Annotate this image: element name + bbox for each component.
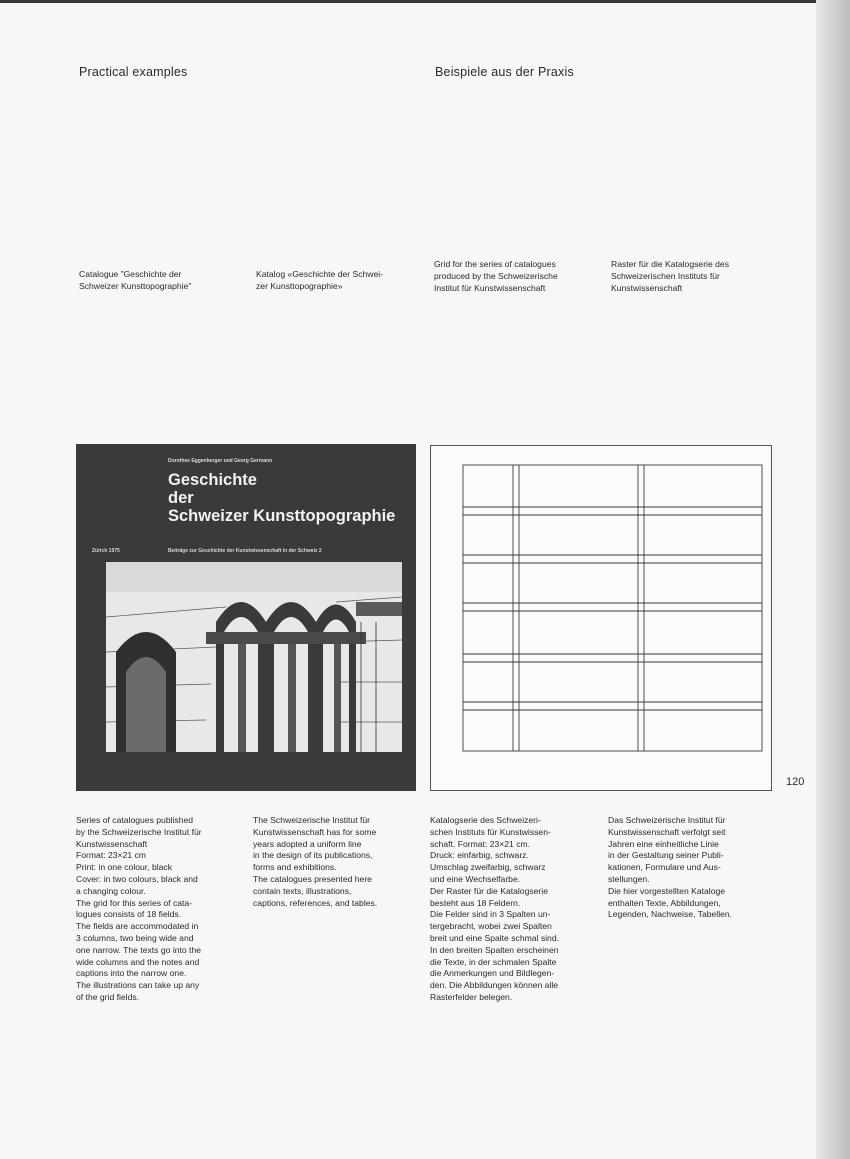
cover-authors: Dorothee Eggenberger und Georg Germann [168, 458, 273, 464]
top-edge-rule [0, 0, 820, 3]
cover-illustration [106, 562, 402, 752]
catalogue-cover-image [76, 444, 416, 791]
caption-grid-english: Grid for the series of catalogues produced by the Schweizerische Institut für Kunstwissenschaft [434, 259, 558, 293]
caption-grid-german: Raster für die Katalogserie des Schweizerischen Instituts für Kunstwissenschaft [611, 259, 729, 293]
page-gutter-shadow [816, 0, 850, 1159]
caption-cover-german: Katalog «Geschichte der Schwei- zer Kunsttopographie» [256, 269, 384, 291]
grid-lines [431, 446, 773, 792]
grid-diagram [430, 445, 772, 791]
body-column-3: Katalogserie des Schweizeri- schen Instituts für Kunstwissen- schaft. Format: 23×21 cm. Druck: einfarbig, schwarz. Umschlag zweifarbig, schwarz und eine Wechselfarbe. Der Raster für die Katalogserie besteht aus 18 Feldern. Die Felder sind in 3 Spalten un- tergebracht, wobei zwei Spalten breit und eine Spalte schmal sind. In den breiten Spalten erscheinen die Texte, in der schmalen Spalte die Anmerkungen und Bildlegen- den. Die Abbildungen können alle Rasterfelder belegen. [430, 815, 559, 1002]
body-column-1: Series of catalogues published by the Schweizerische Institut für Kunstwissenschaft Format: 23×21 cm Print: in one colour, black Cover: in two colours, black and a changing colour. The grid for this series of cata- logues consists of 18 fields. The fields are accommodated in 3 columns, two being wide and one narrow. The texts go into the wide columns and the notes and captions into the narrow one. The illustrations can take up any of the grid fields. [76, 815, 202, 1002]
cover-series-line: Beiträge zur Geschichte der Kunstwissenschaft in der Schweiz 2 [168, 548, 322, 554]
cover-place-year: Zürich 1975 [92, 548, 120, 554]
caption-cover-english: Catalogue "Geschichte der Schweizer Kunsttopographie" [79, 269, 192, 291]
heading-english: Practical examples [79, 65, 188, 79]
page-number: 120 [786, 776, 805, 788]
body-column-2: The Schweizerische Institut für Kunstwissenschaft has for some years adopted a uniform line in the design of its publications, forms and exhibitions. The catalogues presented here contain texts, illustrations, captions, references, and tables. [253, 815, 378, 908]
cover-title: Geschichte der Schweizer Kunsttopographie [168, 471, 396, 525]
body-column-4: Das Schweizerische Institut für Kunstwissenschaft verfolgt seit Jahren eine einheitliche Linie in der Gestaltung seiner Publi- kationen, Formulare und Aus- stellungen. Die hier vorgestellten Kataloge enthalten Texte, Abbildungen, Legenden, Nachweise, Tabellen. [608, 815, 733, 920]
heading-german: Beispiele aus der Praxis [435, 65, 574, 79]
